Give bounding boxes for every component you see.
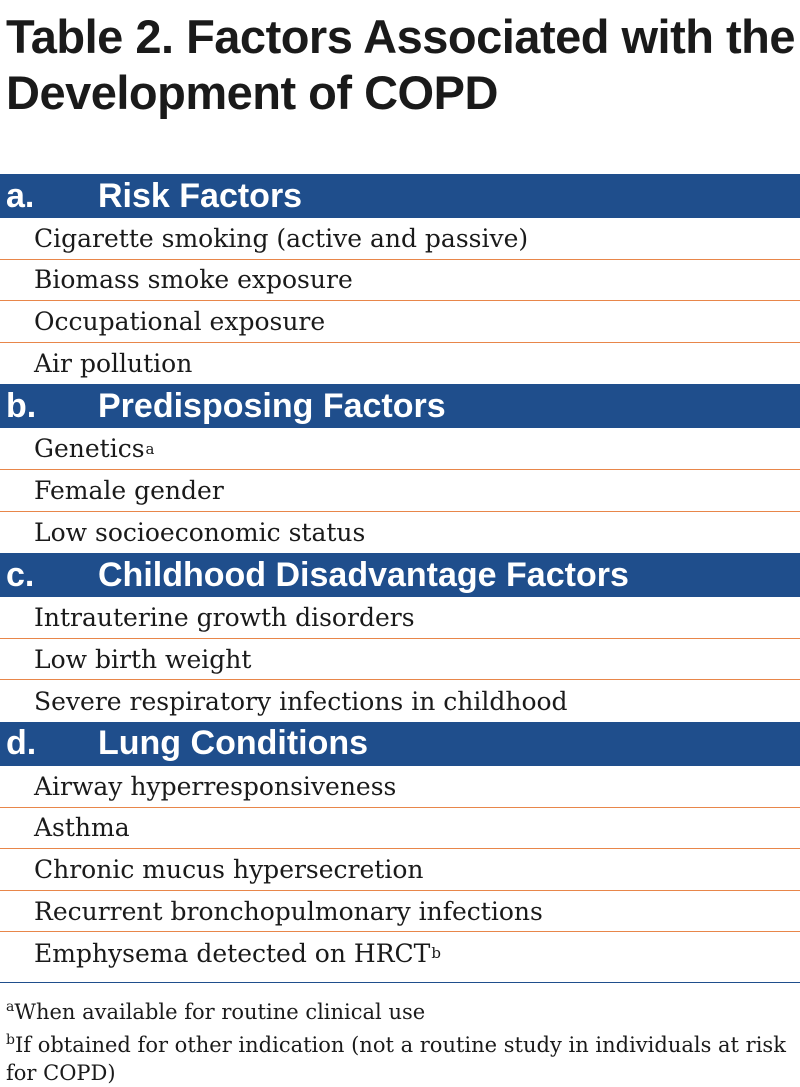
table-row (0, 808, 800, 850)
section-letter: a. (6, 176, 35, 215)
table-row (0, 849, 800, 891)
section-letter: d. (6, 724, 37, 763)
footnote-text: If obtained for other indication (not a routine study in individuals at risk for COPD) (6, 1032, 786, 1085)
row-text: Recurrent bronchopulmonary infections (34, 896, 543, 926)
factors-table (0, 174, 800, 974)
table-row (0, 301, 800, 343)
section-title: Lung Conditions (98, 724, 369, 763)
section-letter: c. (6, 555, 35, 594)
row-text: Biomass smoke exposure (34, 265, 353, 295)
footnote-marker: a (145, 439, 155, 458)
footnote-mark: a (6, 998, 15, 1015)
table-row (0, 891, 800, 933)
table-row (0, 218, 800, 260)
row-text: Air pollution (34, 349, 193, 379)
table-row (0, 260, 800, 302)
footnote-mark: b (6, 1031, 15, 1048)
table-row (0, 470, 800, 512)
table-row (0, 597, 800, 639)
section-letter: b. (6, 386, 37, 425)
row-text: Female gender (34, 475, 224, 505)
section-title: Childhood Disadvantage Factors (98, 555, 629, 594)
footnote (6, 993, 800, 1026)
table-row (0, 428, 800, 470)
row-text: Low birth weight (34, 644, 252, 674)
footnote-marker: b (431, 944, 441, 963)
table-row (0, 639, 800, 681)
row-text: Chronic mucus hypersecretion (34, 854, 424, 884)
section-header (0, 384, 800, 428)
table-row (0, 512, 800, 554)
table-title: Table 2. Factors Associated with the Development of COPD (6, 10, 796, 119)
row-text: Cigarette smoking (active and passive) (34, 223, 529, 253)
footnote-text: When available for routine clinical use (14, 999, 426, 1024)
footnotes (0, 983, 800, 1087)
table-row (0, 932, 800, 974)
table-row (0, 680, 800, 722)
row-text: Intrauterine growth disorders (34, 602, 415, 632)
row-text: Emphysema detected on HRCT (34, 938, 431, 968)
footnote (6, 1026, 800, 1087)
section-title: Predisposing Factors (98, 386, 446, 425)
row-text: Genetics (34, 434, 145, 464)
row-text: Occupational exposure (34, 306, 326, 336)
section-header (0, 553, 800, 597)
table-row (0, 766, 800, 808)
section-header (0, 722, 800, 766)
row-text: Asthma (34, 813, 130, 843)
row-text: Severe respiratory infections in childhood (34, 686, 568, 716)
row-text: Airway hyperresponsiveness (34, 771, 397, 801)
section-header (0, 174, 800, 218)
section-title: Risk Factors (98, 176, 303, 215)
row-text: Low socioeconomic status (34, 517, 366, 547)
table-row (0, 343, 800, 385)
